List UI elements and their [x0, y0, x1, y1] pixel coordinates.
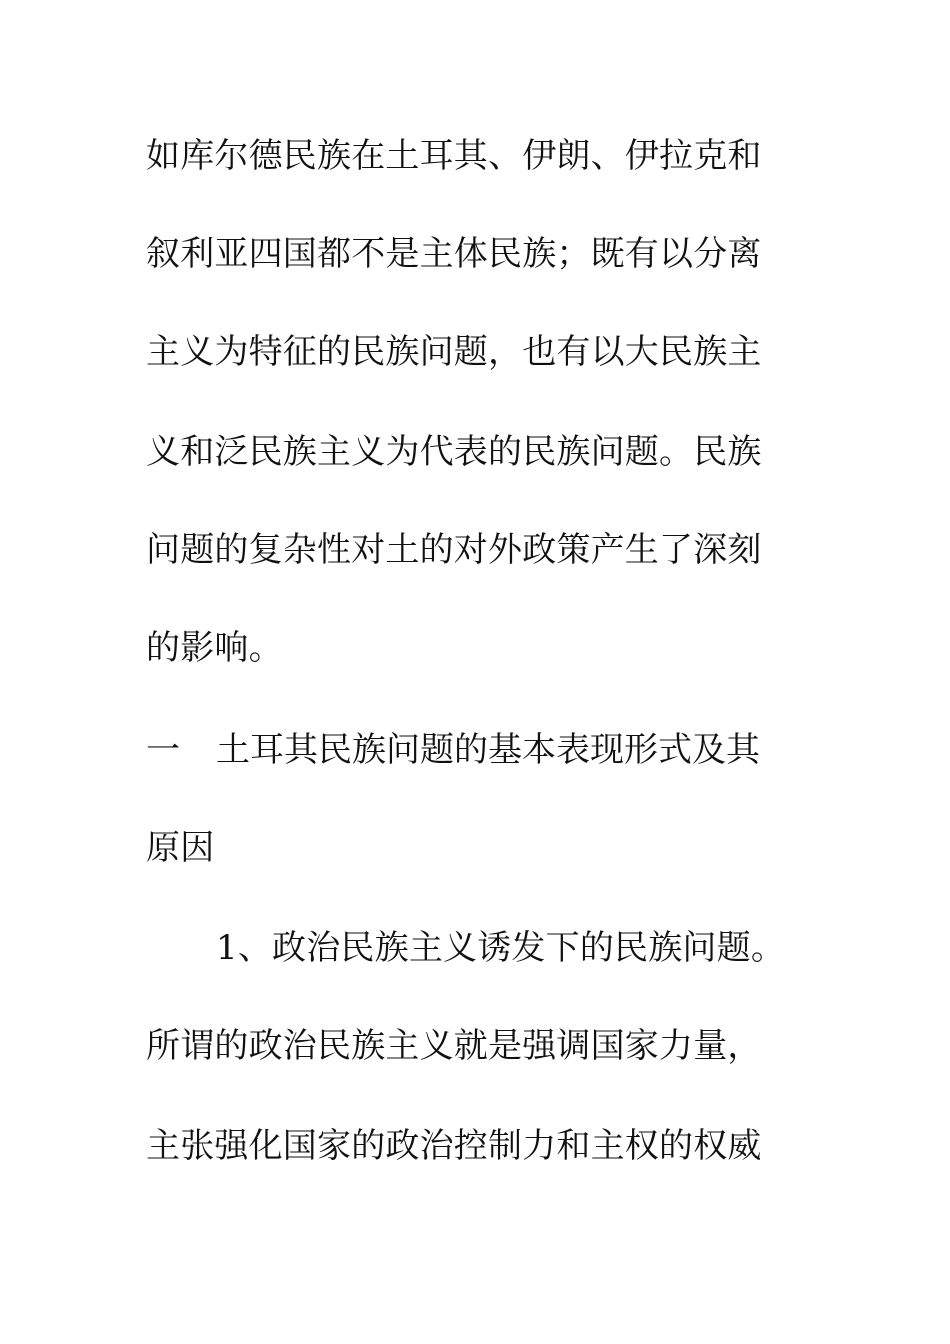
section-heading: 土耳其民族问题的基本表现形式及其 — [216, 730, 760, 770]
paragraph-line: 主义为特征的民族问题，也有以大民族主 — [146, 332, 762, 372]
section-number: 一 — [146, 730, 180, 770]
paragraph-line: 1、政治民族主义诱发下的民族问题。 — [216, 928, 786, 968]
paragraph-line: 如库尔德民族在土耳其、伊朗、伊拉克和 — [146, 136, 762, 176]
paragraph-line: 主张强化国家的政治控制力和主权的权威 — [146, 1126, 762, 1166]
section-heading-continuation: 原因 — [146, 828, 215, 868]
paragraph-line: 问题的复杂性对土的对外政策产生了深刻 — [146, 530, 762, 570]
paragraph-line: 的影响。 — [146, 628, 283, 668]
paragraph-line: 叙利亚四国都不是主体民族；既有以分离 — [146, 234, 762, 274]
paragraph-line: 所谓的政治民族主义就是强调国家力量， — [146, 1026, 762, 1066]
paragraph-line: 义和泛民族主义为代表的民族问题。民族 — [146, 432, 762, 472]
